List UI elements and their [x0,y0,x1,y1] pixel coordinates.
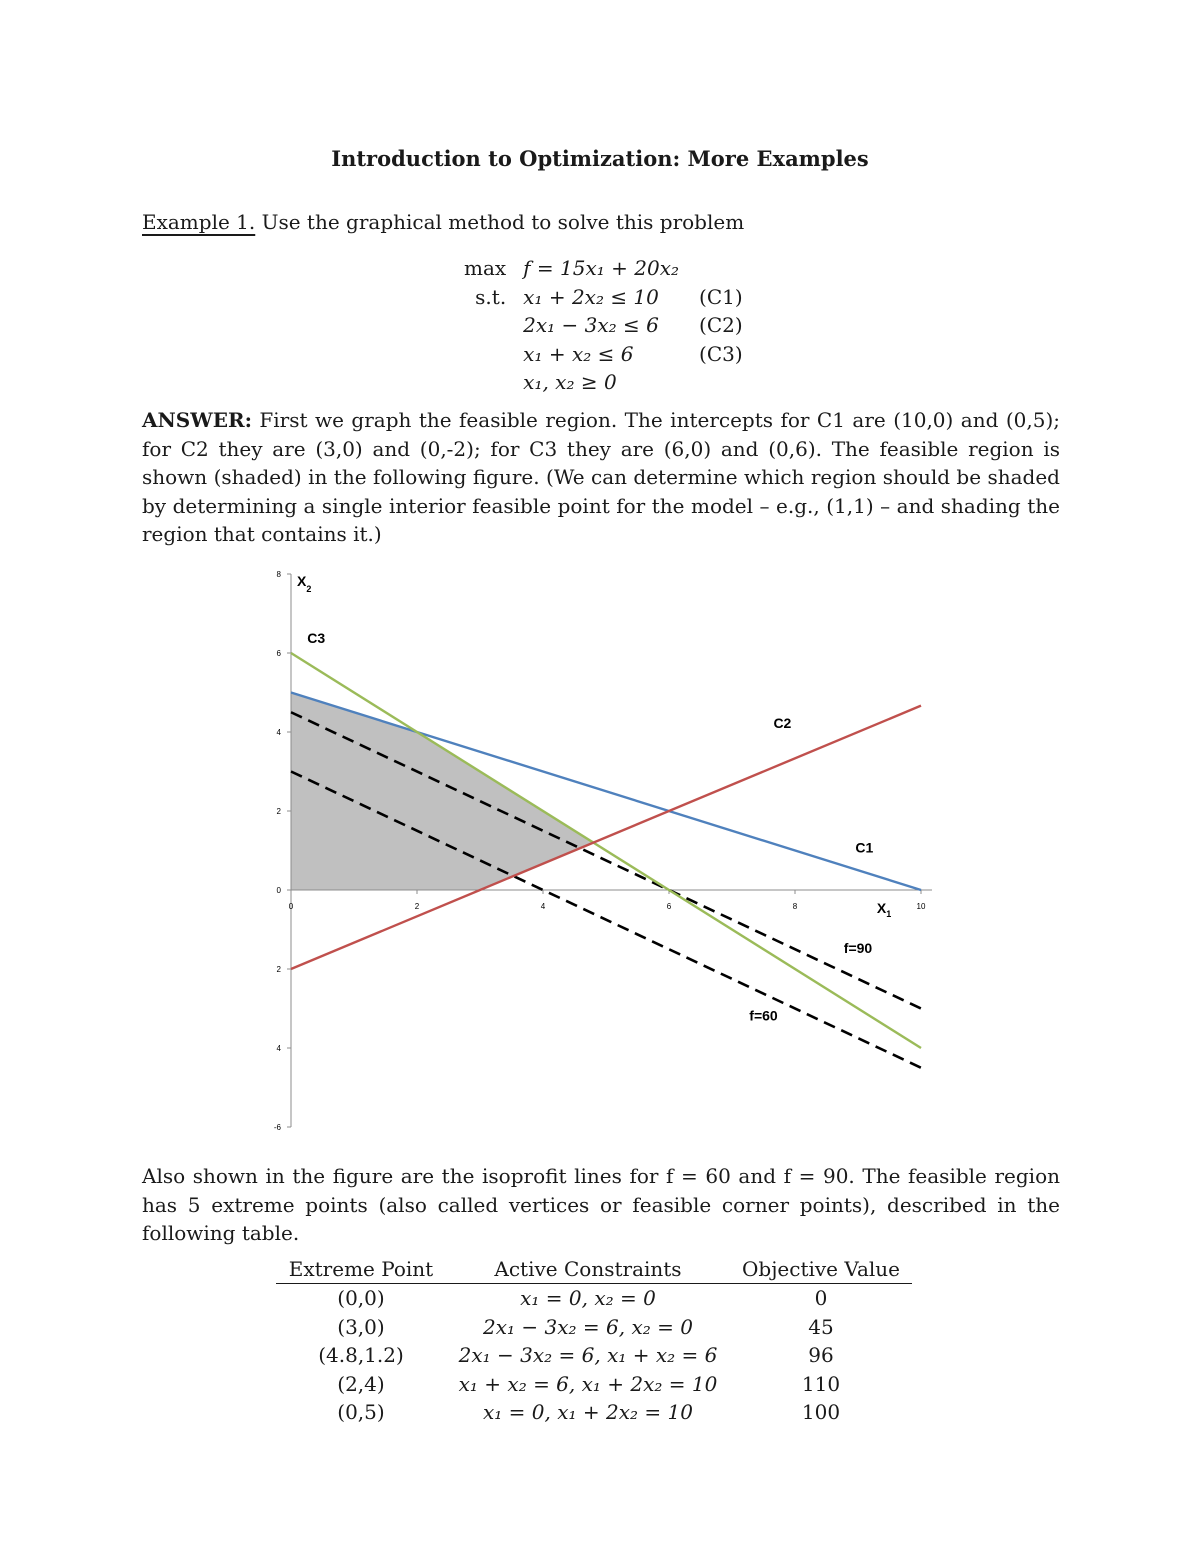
y-tick-label: 4 [276,1044,281,1053]
objective-value-cell: 100 [801,1400,841,1425]
model-expression: x₁ + 2x₂ ≤ 10 [523,284,659,309]
active-constraints-cell: 2x₁ − 3x₂ = 6, x₂ = 0 [483,1314,693,1339]
series-label-c3: C3 [307,630,326,647]
extreme-point-cell: (4.8,1.2) [318,1343,404,1368]
table-row [276,1284,912,1313]
objective-value-cell: 110 [801,1371,841,1396]
column-header: Objective Value [730,1255,912,1284]
extreme-points-table [276,1255,912,1429]
table-header-row [276,1255,912,1284]
x-tick-label: 4 [540,902,546,911]
column-header: Active Constraints [446,1255,730,1284]
model-tag: (C2) [699,313,743,338]
active-constraints-cell: x₁ + x₂ = 6, x₁ + 2x₂ = 10 [458,1371,718,1396]
objective-value-cell: 45 [808,1314,834,1339]
model-tag [679,368,743,397]
y-tick-label: 2 [276,807,281,816]
table-row [276,1398,912,1429]
y-tick-label: 4 [276,728,281,737]
series-label-c2: C2 [773,715,792,732]
y-tick-label: 0 [276,886,281,895]
objective-value-cell: 0 [814,1286,828,1311]
x-tick-label: 6 [666,902,672,911]
series-line-f-60 [288,772,921,1068]
x-tick-label: 2 [414,902,420,911]
optimization-model [464,254,743,397]
x-tick-label: 8 [792,902,798,911]
model-keyword: s.t. [475,284,507,309]
answer-label: ANSWER: [142,408,252,432]
y-tick-label: -6 [273,1123,281,1132]
example-text: Use the graphical method to solve this problem [261,210,745,234]
extreme-point-cell: (2,4) [337,1371,385,1396]
active-constraints-cell: x₁ = 0, x₁ + 2x₂ = 10 [483,1400,693,1425]
model-expression: 2x₁ − 3x₂ ≤ 6 [523,313,659,338]
column-header: Extreme Point [276,1255,446,1284]
model-tag: (C3) [699,341,743,366]
model-expression: x₁, x₂ ≥ 0 [523,370,617,395]
y-axis-title: $X_2$ [297,573,312,594]
model-row [464,283,743,312]
model-tag [679,254,743,283]
model-keyword [464,311,523,340]
table-row [276,1341,912,1370]
table-row [276,1313,912,1342]
series-label-f-60: f=60 [749,1007,778,1024]
model-keyword [464,368,523,397]
answer-text: First we graph the feasible region. The intercepts for C1 are (10,0) and (0,5); for C2 they are (3,0) and (0,-2); for C3 they are (6,0) and (0,6). The feasible region is shown (shaded) in the following figure. (We can determine which region should be shaded by determining a single interior feasible point for the model – e.g., (1,1) – and shading the region that contains it.) [142,408,1060,546]
active-constraints-cell: 2x₁ − 3x₂ = 6, x₁ + x₂ = 6 [458,1343,718,1368]
series-label-c1: C1 [855,839,874,856]
series-label-f-90: f=90 [843,940,873,957]
extreme-point-cell: (0,5) [337,1400,385,1425]
model-expression: f = 15x₁ + 20x₂ [523,256,680,281]
extreme-point-cell: (3,0) [337,1314,385,1339]
answer-paragraph [142,406,1060,549]
x-tick-label: 0 [288,902,294,911]
model-row [464,311,743,340]
feasible-region-chart [0,560,1200,1140]
y-tick-label: 6 [276,649,281,658]
model-row [464,368,743,397]
model-expression: x₁ + x₂ ≤ 6 [523,341,634,366]
model-row [464,340,743,369]
y-tick-label: 2 [276,965,281,974]
example-statement [142,210,744,234]
example-label: Example 1. [142,210,256,234]
x-axis-title: $X_1$ [876,900,892,919]
model-keyword [464,340,523,369]
objective-value-cell: 96 [808,1343,834,1368]
after-figure-paragraph: Also shown in the figure are the isoprofit lines for f = 60 and f = 90. The feasible region has 5 extreme points (also called vertices or feasible corner points), described in the following table. [142,1164,1060,1245]
x-tick-label: 10 [916,902,926,911]
table-row [276,1370,912,1399]
model-keyword: max [464,256,507,281]
model-row [464,254,743,283]
extreme-point-cell: (0,0) [337,1286,385,1311]
y-tick-label: 8 [276,570,281,579]
page-title: Introduction to Optimization: More Examples [331,146,869,171]
model-tag: (C1) [699,284,743,309]
active-constraints-cell: x₁ = 0, x₂ = 0 [520,1286,656,1311]
